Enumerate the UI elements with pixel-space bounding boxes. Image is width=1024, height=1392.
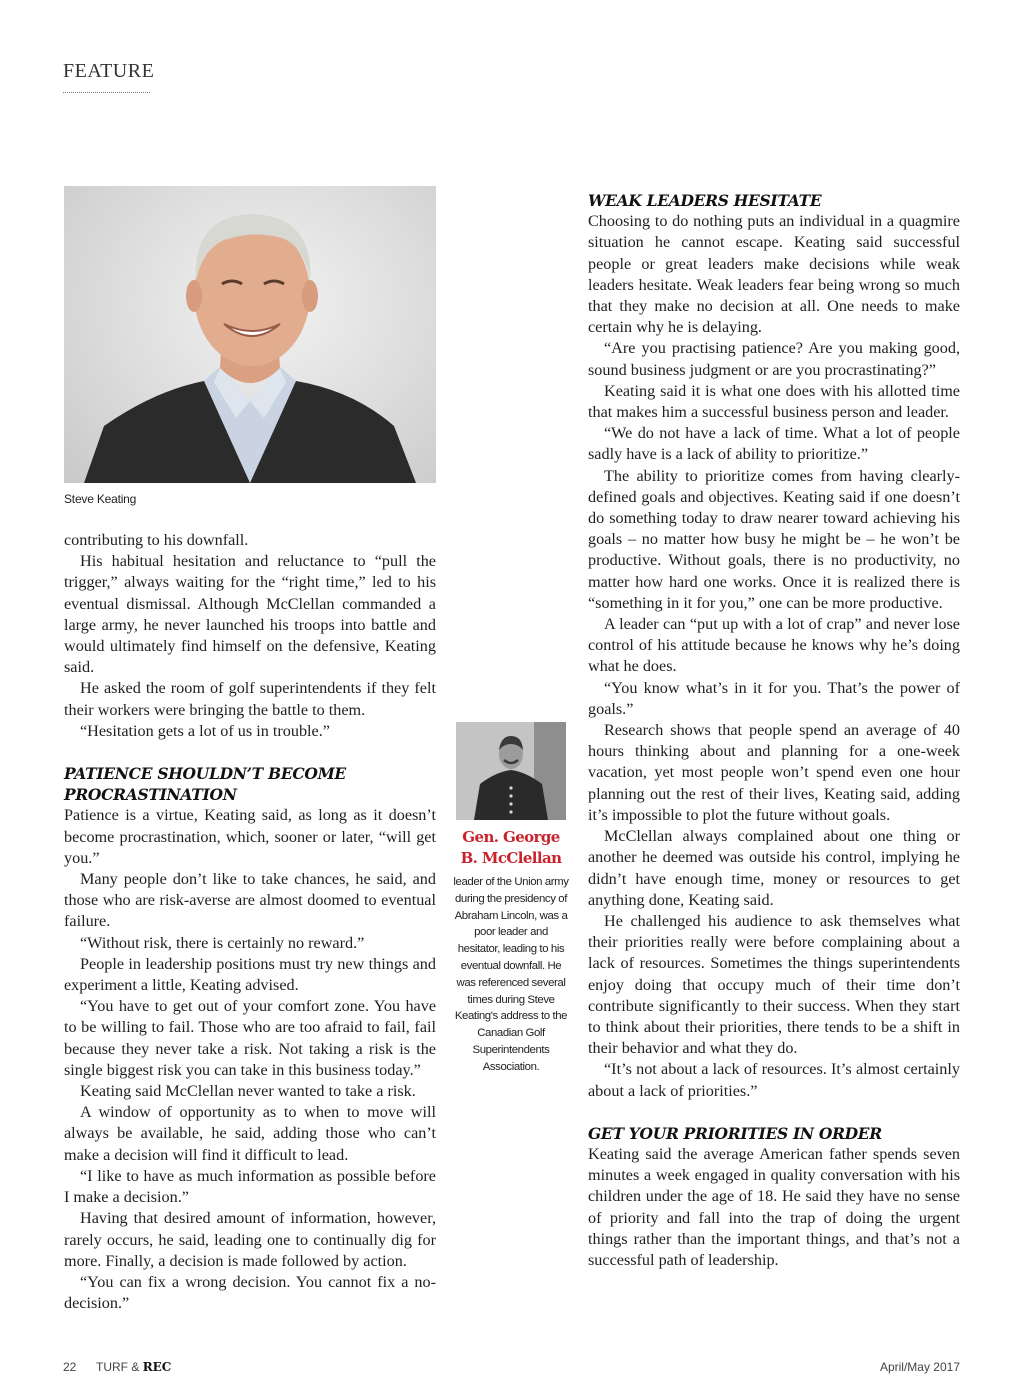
paragraph: Many people don’t like to take chances, he said, and those who are risk-averse are almost doomed to eventual failure.: [64, 870, 436, 931]
photo-caption: Steve Keating: [64, 492, 137, 506]
portrait-photo-steve-keating: [64, 186, 436, 483]
portrait-photo-mcclellan: [456, 722, 566, 820]
paragraph: “It’s not about a lack of resources. It’s almost certainly about a lack of priorities.”: [588, 1060, 960, 1100]
spacer: [588, 1102, 960, 1123]
paragraph: People in leadership positions must try new things and experiment a little, Keating advised.: [64, 954, 436, 995]
issue-date: April/May 2017: [879, 1360, 960, 1374]
magazine-prefix: TURF &: [96, 1360, 140, 1374]
right-column: [588, 190, 960, 1271]
section-rule: [63, 92, 150, 93]
magazine-suffix: REC: [142, 1360, 172, 1374]
left-column: [64, 530, 436, 1314]
paragraph: Choosing to do nothing puts an individual in a quagmire situation he cannot escape. Keating said successful people or great leaders make decisions while weak leaders hesitate. Weak leaders fear being wrong so much that they make no decision at all. One needs to make certain why he is delaying.: [588, 212, 960, 337]
paragraph: “We do not have a lack of time. What a lot of people sadly have is a lack of ability to prioritize.”: [588, 424, 960, 464]
paragraph: The ability to prioritize comes from having clearly-defined goals and objectives. Keating said if one doesn’t do something today to draw nearer toward achieving his goals – no matter how busy he might be – he won’t be productive. Without goals, there is no productivity, no matter how hard one works. Once it is realized there is “something in it for you,” one can be more productive.: [588, 466, 960, 612]
paragraph: Keating said the average American father spends seven minutes a week engaged in quality conversation with his children under the age of 18. He said they have no sense of priority and fall into the trap of doing the urgent things rather than the important things, and that’s not a successful path of leadership.: [588, 1144, 960, 1269]
sidebar-caption: leader of the Union army during the presidency of Abraham Lincoln, was a poor leader and hesitator, leading to his eventual downfall. He was referenced several times during Steve Keating's address to the Canadian Golf Superintendents Association.: [453, 876, 569, 1073]
paragraph: Patience is a virtue, Keating said, as long as it doesn’t become procrastination, which, sooner or later, “will get you.”: [64, 806, 436, 867]
paragraph: “You can fix a wrong decision. You cannot fix a no-decision.”: [64, 1272, 436, 1313]
magazine-name: [96, 1360, 171, 1374]
paragraph: A leader can “put up with a lot of crap” and never lose control of his attitude because he knows why he’s doing what he does.: [588, 615, 960, 676]
page-number: 22: [63, 1360, 77, 1374]
paragraph: “You have to get out of your comfort zone. You have to be willing to fail. Those who are too afraid to fail, fail because they never take a risk. Not taking a risk is the single biggest risk you can take in this business today.”: [64, 997, 436, 1079]
paragraph: contributing to his downfall.: [64, 531, 249, 549]
paragraph: “I like to have as much information as possible before I make a decision.”: [64, 1166, 436, 1207]
paragraph: A window of opportunity as to when to move will always be available, he said, adding those who can’t make a decision will find it difficult to lead.: [64, 1103, 436, 1164]
paragraph: He challenged his audience to ask themselves what their priorities really were before complaining about a lack of resources. Sometimes the things superintendents enjoy doing that occupy much of their time don’t contribute significantly to their success. When they start to think about their priorities, there tends to be a shift in their behavior and what they do.: [588, 911, 960, 1058]
sidebar-name: Gen. George B. McClellan: [460, 828, 562, 867]
paragraph: He asked the room of golf superintendents if they felt their workers were bringing the battle to them.: [64, 679, 436, 719]
paragraph: “You know what’s in it for you. That’s the power of goals.”: [588, 678, 960, 718]
paragraph: His habitual hesitation and reluctance to “pull the trigger,” always waiting for the “right time,” led to his eventual dismissal. Although McClellan commanded a large army, he never launched his troops into battle and would ultimately find himself on the defensive, Keating said.: [64, 552, 436, 677]
subheading-priorities: GET YOUR PRIORITIES IN ORDER: [588, 1123, 882, 1143]
paragraph: “Are you practising patience? Are you making good, sound business judgment or are you procrastinating?”: [588, 339, 960, 379]
subheading-patience: PATIENCE SHOULDN’T BECOME PROCRASTINATION: [64, 764, 346, 805]
paragraph: “Hesitation gets a lot of us in trouble.”: [80, 721, 330, 740]
subheading-weak-leaders: WEAK LEADERS HESITATE: [588, 191, 822, 210]
paragraph: “Without risk, there is certainly no reward.”: [80, 933, 365, 952]
paragraph: Keating said McClellan never wanted to take a risk.: [80, 1082, 416, 1101]
paragraph: Keating said it is what one does with his allotted time that makes him a successful business person and leader.: [588, 381, 960, 422]
spacer: [64, 742, 436, 763]
paragraph: Research shows that people spend an average of 40 hours thinking about and planning for a one-week vacation, yet most people won’t spend even one hour planning out the rest of their lives, Keating said, adding it’s impossible to plot the future without goals.: [588, 721, 960, 824]
paragraph: McClellan always complained about one thing or another he deemed was outside his control, implying he didn’t have enough time, money or resources to get anything done, Keating said.: [588, 827, 960, 909]
section-label: FEATURE: [63, 60, 155, 82]
paragraph: Having that desired amount of information, however, rarely occurs, he said, leading one to continually dig for more. Finally, a decision is made followed by action.: [64, 1209, 436, 1270]
